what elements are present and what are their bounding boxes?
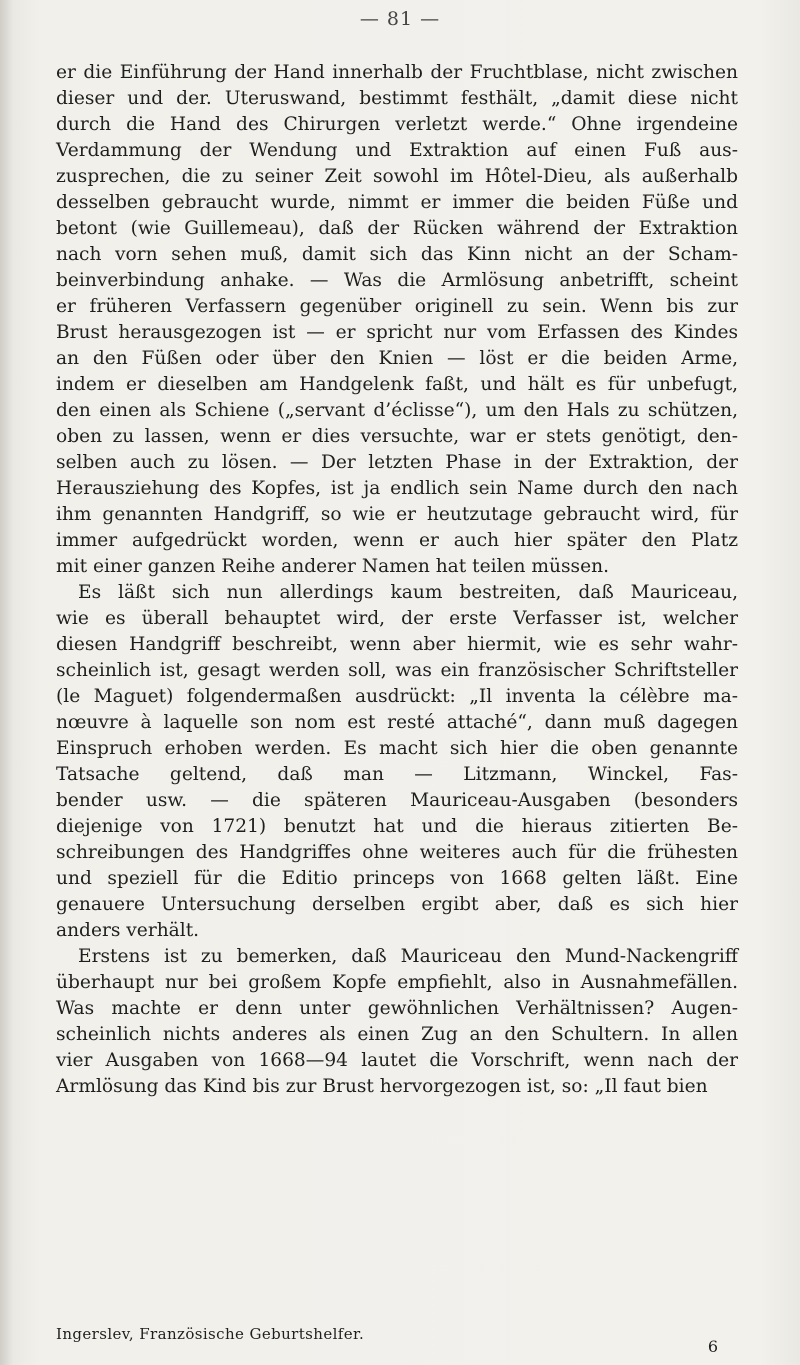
page-footer xyxy=(56,1325,738,1355)
body-text xyxy=(56,60,738,1100)
text-line: an den Füßen oder über den Knien — löst er die beiden Arme, xyxy=(56,348,738,369)
text-line: Erstens ist zu bemerken, daß Mauriceau den Mund-Nackengriff xyxy=(78,946,738,967)
text-line: nœuvre à laquelle son nom est resté attaché“, dann muß dagegen xyxy=(56,712,738,733)
text-line: er früheren Verfassern gegenüber originell zu sein. Wenn bis zur xyxy=(56,296,738,317)
text-line: Armlösung das Kind bis zur Brust hervorgezogen ist, so: „Il faut bien xyxy=(56,1076,708,1097)
text-line: er die Einführung der Hand innerhalb der Fruchtblase, nicht zwischen xyxy=(56,62,738,83)
text-line: bender usw. — die späteren Mauriceau-Ausgaben (besonders xyxy=(56,790,738,811)
page-spine-shadow xyxy=(0,0,14,1365)
text-line: dieser und der. Uteruswand, bestimmt festhält, „damit diese nicht xyxy=(56,88,738,109)
text-line: genauere Untersuchung derselben ergibt aber, daß es sich hier xyxy=(56,894,738,915)
text-line: scheinlich nichts anderes als einen Zug an den Schultern. In allen xyxy=(56,1024,738,1045)
text-line: mit einer ganzen Reihe anderer Namen hat teilen müssen. xyxy=(56,556,609,577)
text-line: diejenige von 1721) benutzt hat und die hieraus zitierten Be- xyxy=(56,816,738,837)
text-line: anders verhält. xyxy=(56,920,200,941)
text-line: Verdammung der Wendung und Extraktion auf einen Fuß aus- xyxy=(56,140,738,161)
text-line: durch die Hand des Chirurgen verletzt werde.“ Ohne irgendeine xyxy=(56,114,738,135)
signature-mark: 6 xyxy=(707,1337,718,1356)
text-line: wie es überall behauptet wird, der erste Verfasser ist, welcher xyxy=(56,608,738,629)
text-line: Brust herausgezogen ist — er spricht nur vom Erfassen des Kindes xyxy=(56,322,738,343)
text-line: vier Ausgaben von 1668—94 lautet die Vorschrift, wenn nach der xyxy=(56,1050,738,1071)
page-number: — 81 — xyxy=(359,8,441,30)
text-line: betont (wie Guillemeau), daß der Rücken während der Extraktion xyxy=(56,218,738,239)
text-line: scheinlich ist, gesagt werden soll, was ein französischer Schriftsteller xyxy=(56,660,738,681)
text-line: den einen als Schiene („servant d’éclisse“), um den Hals zu schützen, xyxy=(56,400,738,421)
text-line: immer aufgedrückt worden, wenn er auch hier später den Platz xyxy=(56,530,738,551)
footer-running-title: Ingerslev, Französische Geburtshelfer. xyxy=(56,1325,365,1343)
text-line: überhaupt nur bei großem Kopfe empfiehlt, also in Ausnahmefällen. xyxy=(56,972,738,993)
text-line: desselben gebraucht wurde, nimmt er immer die beiden Füße und xyxy=(56,192,738,213)
text-line: Was machte er denn unter gewöhnlichen Verhältnissen? Augen- xyxy=(56,998,738,1019)
text-line: Herausziehung des Kopfes, ist ja endlich sein Name durch den nach xyxy=(56,478,738,499)
text-line: oben zu lassen, wenn er dies versuchte, war er stets genötigt, den- xyxy=(56,426,738,447)
text-line: selben auch zu lösen. — Der letzten Phase in der Extraktion, der xyxy=(56,452,738,473)
text-line: schreibungen des Handgriffes ohne weiteres auch für die frühesten xyxy=(56,842,738,863)
text-line: diesen Handgriff beschreibt, wenn aber hiermit, wie es sehr wahr- xyxy=(56,634,738,655)
text-line: ihm genannten Handgriff, so wie er heutzutage gebraucht wird, für xyxy=(56,504,738,525)
text-line: Es läßt sich nun allerdings kaum bestreiten, daß Mauriceau, xyxy=(78,582,738,603)
text-line: beinverbindung anhake. — Was die Armlösung anbetrifft, scheint xyxy=(56,270,738,291)
text-line: indem er dieselben am Handgelenk faßt, und hält es für unbefugt, xyxy=(56,374,738,395)
text-line: und speziell für die Editio princeps von 1668 gelten läßt. Eine xyxy=(56,868,738,889)
text-line: Einspruch erhoben werden. Es macht sich hier die oben genannte xyxy=(56,738,738,759)
text-line: nach vorn sehen muß, damit sich das Kinn nicht an der Scham- xyxy=(56,244,738,265)
text-line: (le Maguet) folgendermaßen ausdrückt: „Il inventa la célèbre ma- xyxy=(56,686,738,707)
text-line: Tatsache geltend, daß man — Litzmann, Winckel, Fas- xyxy=(56,764,738,785)
text-line: zusprechen, die zu seiner Zeit sowohl im Hôtel-Dieu, als außerhalb xyxy=(56,166,738,187)
